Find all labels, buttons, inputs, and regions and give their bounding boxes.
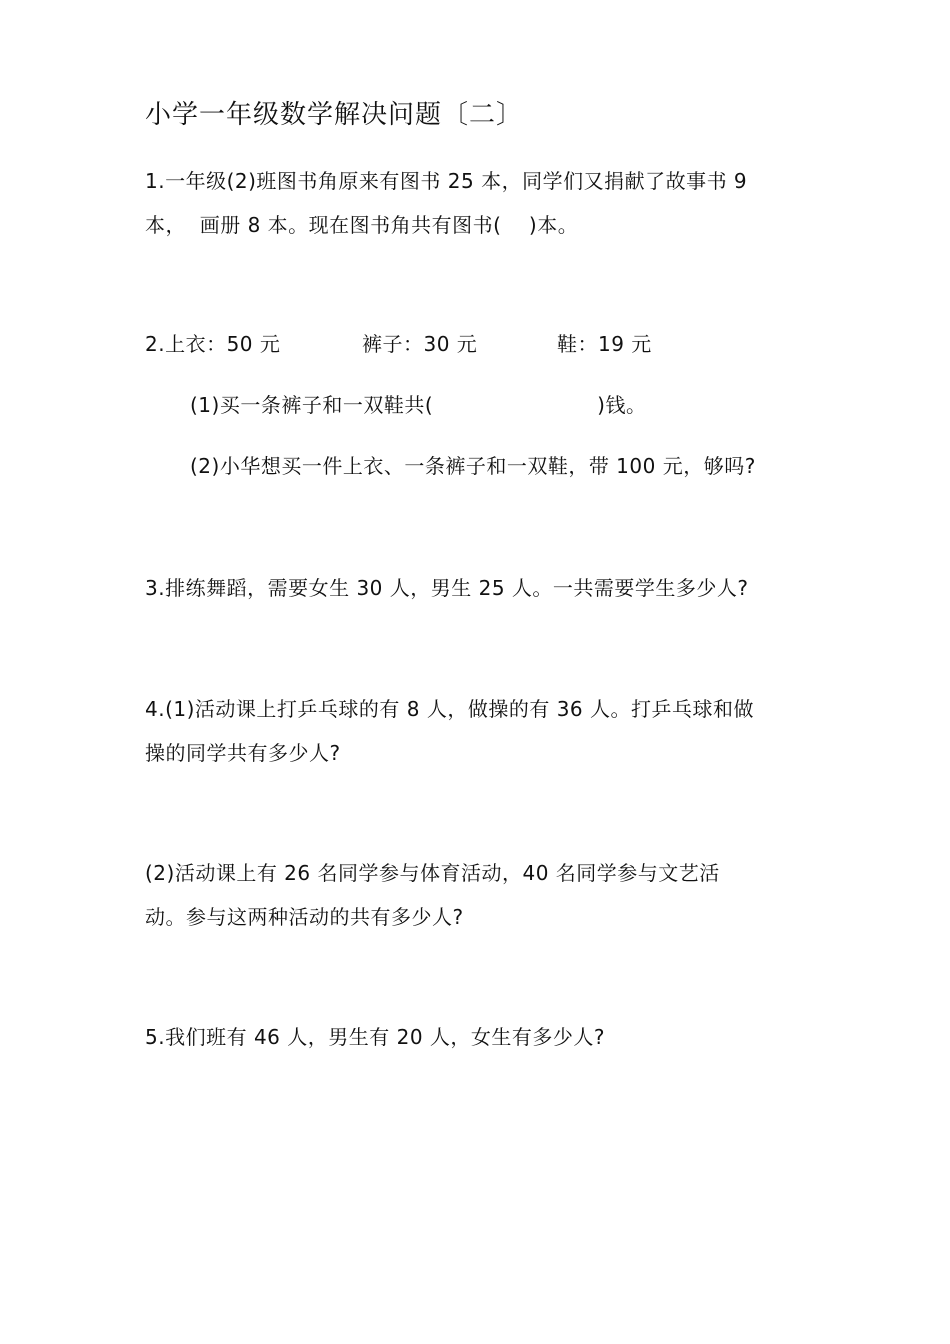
page-title: 小学一年级数学解决问题〔二〕 [145,100,524,130]
question-1-line-2: 本， 画册 8 本。现在图书角共有图书( )本。 [145,213,579,237]
question-3-line-1: 3.排练舞蹈，需要女生 30 人，男生 25 人。一共需要学生多少人? [145,576,749,600]
question-4-line-2: 操的同学共有多少人? [145,741,341,765]
question-2-shirt-price: 2.上衣：50 元 [145,332,281,356]
question-4-sub-2-line-1: (2)活动课上有 26 名同学参与体育活动，40 名同学参与文艺活 [145,861,720,885]
question-2-shoes-price: 鞋：19 元 [557,332,652,356]
question-2-sub-2: (2)小华想买一件上衣、一条裤子和一双鞋，带 100 元，够吗? [190,454,756,478]
question-2-sub-1-end: )钱。 [597,393,647,417]
question-5-line-1: 5.我们班有 46 人，男生有 20 人，女生有多少人? [145,1025,606,1049]
question-4-line-1: 4.(1)活动课上打乒乓球的有 8 人，做操的有 36 人。打乒乓球和做 [145,697,755,721]
question-2-sub-1 [190,392,646,418]
question-2-pants-price: 裤子：30 元 [362,332,478,356]
question-1-line-1: 1.一年级(2)班图书角原来有图书 25 本，同学们又捐献了故事书 9 [145,169,748,193]
question-4-sub-2-line-2: 动。参与这两种活动的共有多少人? [145,905,464,929]
question-2-sub-1-start: (1)买一条裤子和一双鞋共( [190,393,434,417]
